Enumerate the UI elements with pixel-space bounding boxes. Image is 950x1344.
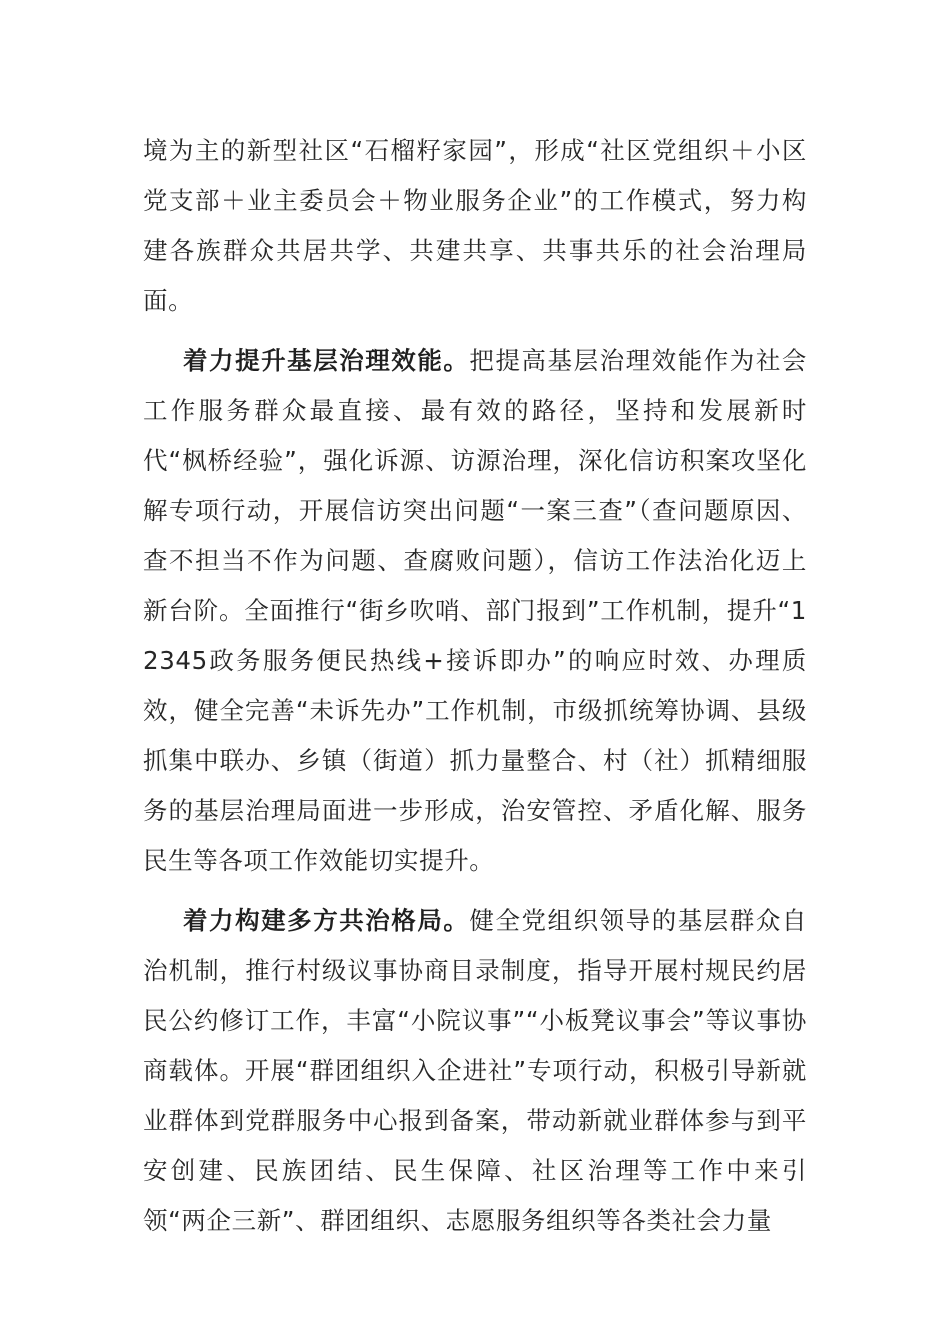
paragraph-heading: 着力构建多方共治格局。 <box>183 906 470 935</box>
paragraph-co-governance <box>143 896 807 1246</box>
paragraph-heading: 着力提升基层治理效能。 <box>183 346 470 375</box>
paragraph-governance-efficiency <box>143 336 807 886</box>
document-page <box>143 126 807 1246</box>
paragraph-continuation <box>143 126 807 326</box>
paragraph-text: 境为主的新型社区“石榴籽家园”，形成“社区党组织＋小区党支部＋业主委员会＋物业服务企业”的工作模式，努力构建各族群众共居共学、共建共享、共事共乐的社会治理局面。 <box>143 136 807 315</box>
paragraph-text: 把提高基层治理效能作为社会工作服务群众最直接、最有效的路径，坚持和发展新时代“枫桥经验”，强化诉源、访源治理，深化信访积案攻坚化解专项行动，开展信访突出问题“一案三查”（查问题原因、查不担当不作为问题、查腐败问题），信访工作法治化迈上新台阶。全面推行“街乡吹哨、部门报到”工作机制，提升“12345政务服务便民热线+接诉即办”的响应时效、办理质效，健全完善“未诉先办”工作机制，市级抓统筹协调、县级抓集中联办、乡镇（街道）抓力量整合、村（社）抓精细服务的基层治理局面进一步形成，治安管控、矛盾化解、服务民生等各项工作效能切实提升。 <box>143 346 807 875</box>
paragraph-text: 健全党组织领导的基层群众自治机制，推行村级议事协商目录制度，指导开展村规民约居民公约修订工作，丰富“小院议事”“小板凳议事会”等议事协商载体。开展“群团组织入企进社”专项行动，积极引导新就业群体到党群服务中心报到备案，带动新就业群体参与到平安创建、民族团结、民生保障、社区治理等工作中来引领“两企三新”、群团组织、志愿服务组织等各类社会力量 <box>143 906 807 1235</box>
